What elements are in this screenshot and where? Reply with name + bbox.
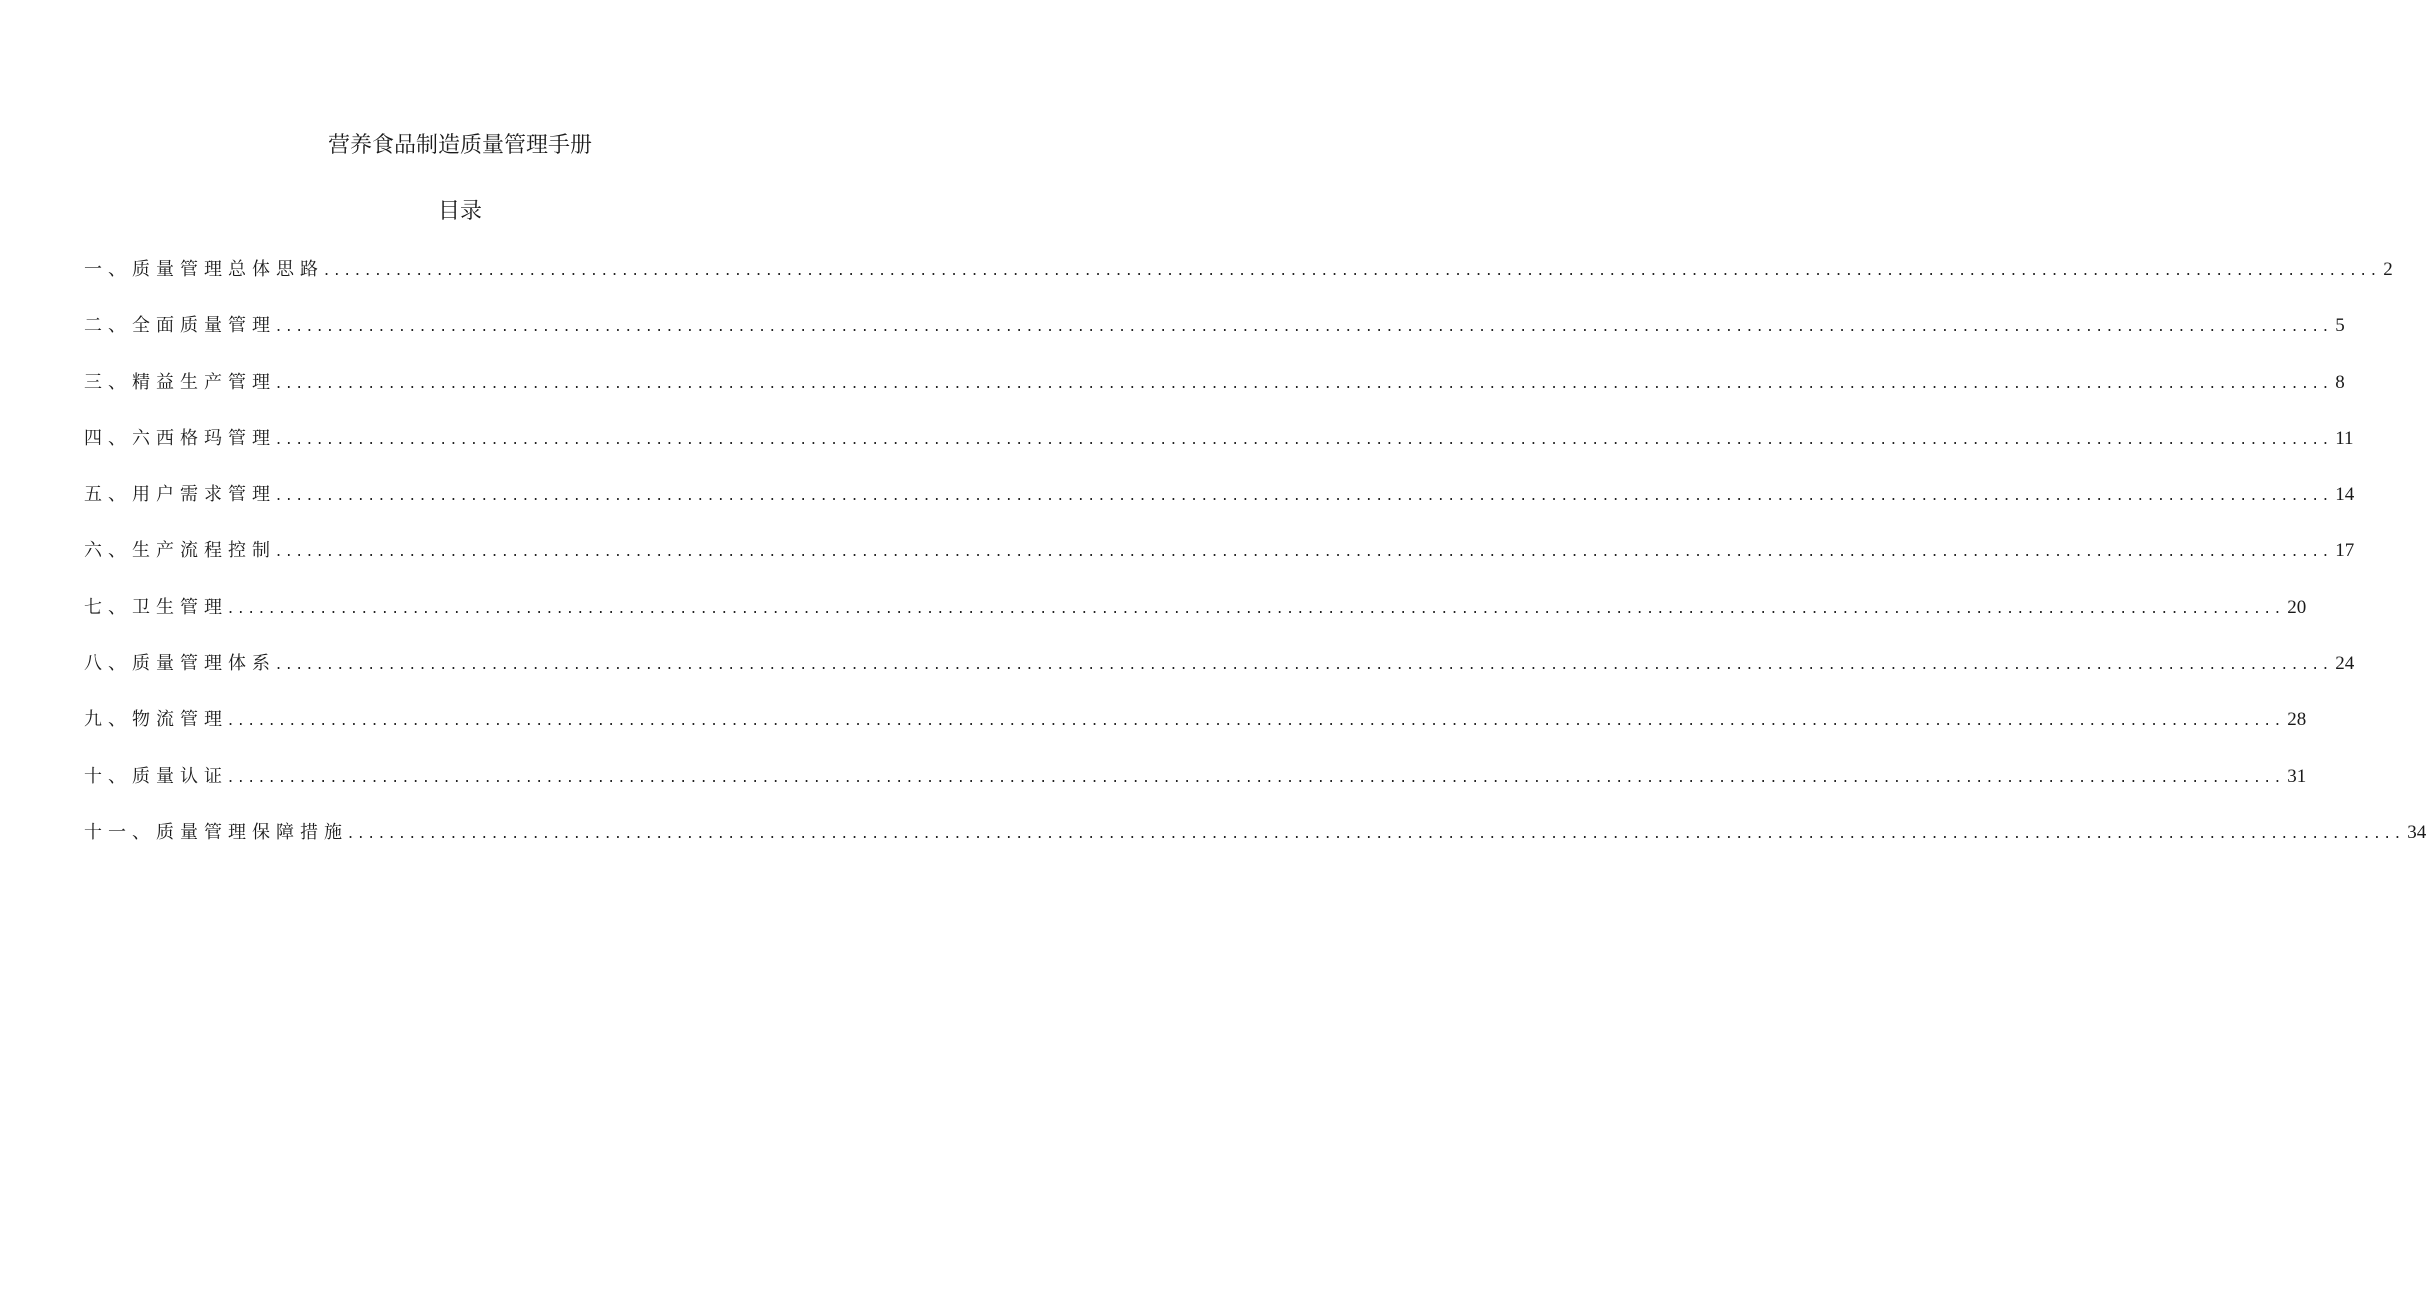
toc-entry[interactable] [84,535,2355,591]
toc-dot-leader: ........................................................................................................................................................................................................ [348,822,2406,842]
toc-entry-page: 8 [2335,371,2345,393]
toc-dot-leader: ........................................................................................................................................................................................................ [276,428,2334,448]
toc-entry-page: 17 [2335,540,2355,562]
toc-entry[interactable] [84,254,2393,310]
toc-entry-label: 二、全面质量管理 [84,315,276,337]
toc-entry[interactable] [84,704,2307,760]
toc-dot-leader: ........................................................................................................................................................................................................ [228,710,2286,730]
toc-entry-page: 11 [2335,427,2354,449]
toc-dot-leader: ........................................................................................................................................................................................................ [276,485,2334,505]
toc-entry-page: 20 [2287,596,2307,618]
table-of-contents [84,254,2426,873]
toc-entry-label: 十、质量认证 [84,765,228,787]
toc-dot-leader: ........................................................................................................................................................................................................ [276,541,2334,561]
toc-dot-leader: ........................................................................................................................................................................................................ [276,654,2334,674]
toc-entry-page: 34 [2407,821,2426,843]
toc-entry-page: 31 [2287,765,2307,787]
toc-entry[interactable] [84,310,2345,366]
toc-entry-label: 七、卫生管理 [84,596,228,618]
toc-entry[interactable] [84,423,2354,479]
toc-heading: 目录 [437,199,482,224]
toc-entry-label: 三、精益生产管理 [84,371,276,393]
toc-entry-page: 24 [2335,653,2355,675]
toc-entry-page: 14 [2335,484,2355,506]
toc-dot-leader: ........................................................................................................................................................................................................ [228,597,2286,617]
toc-entry-page: 2 [2383,259,2393,280]
toc-entry[interactable] [84,592,2307,648]
toc-dot-leader: ........................................................................................................................................................................................................ [276,316,2334,336]
toc-entry[interactable] [84,367,2345,423]
toc-dot-leader: ........................................................................................................................................................................................................ [228,766,2286,786]
toc-entry-label: 九、物流管理 [84,709,228,731]
toc-entry-label: 十一、质量管理保障措施 [84,821,348,843]
toc-entry-label: 六、生产流程控制 [84,540,276,562]
toc-entry[interactable] [84,648,2355,704]
toc-entry-label: 八、质量管理体系 [84,653,276,675]
toc-dot-leader: ........................................................................................................................................................................................................ [324,260,2382,279]
document-title: 营养食品制造质量管理手册 [327,133,592,158]
toc-entry-label: 四、六西格玛管理 [84,427,276,449]
toc-entry[interactable] [84,761,2307,817]
toc-entry-label: 一、质量管理总体思路 [84,259,324,280]
toc-entry[interactable] [84,479,2355,535]
toc-entry-page: 5 [2335,315,2345,337]
toc-entry-label: 五、用户需求管理 [84,484,276,506]
toc-entry[interactable] [84,817,2426,873]
toc-dot-leader: ........................................................................................................................................................................................................ [276,372,2334,392]
toc-entry-page: 28 [2287,709,2307,731]
